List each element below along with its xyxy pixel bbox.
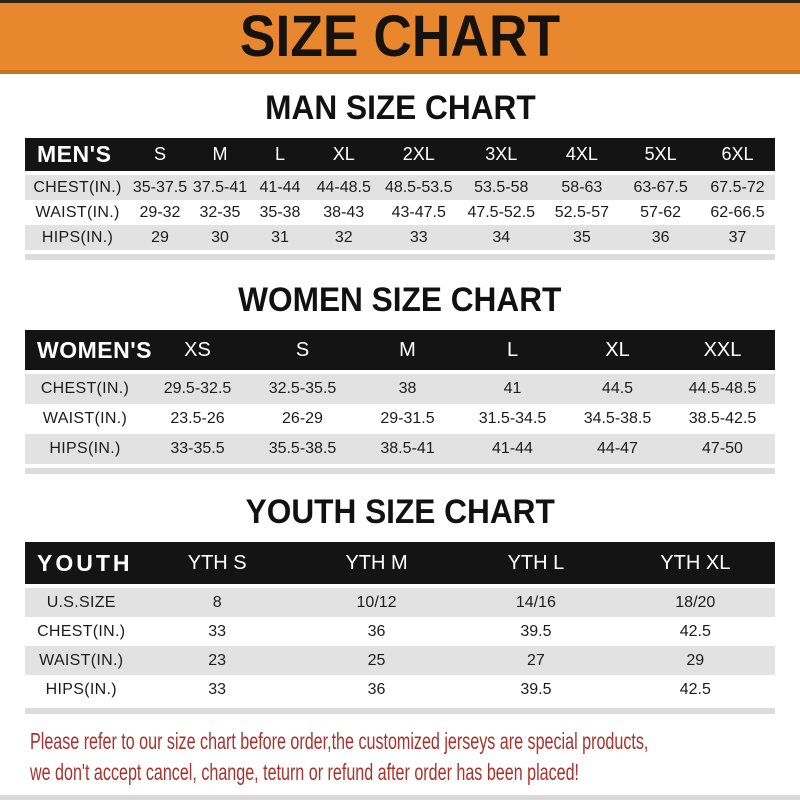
size-value-cell: 26-29 — [282, 410, 323, 427]
row-label: WAIST(IN.) — [39, 651, 124, 669]
size-value-cell: 42.5 — [679, 680, 711, 698]
table-body — [25, 175, 775, 250]
size-value-cell: 36 — [651, 228, 670, 246]
size-column-header: XL — [332, 144, 355, 164]
size-value-cell: 18/20 — [675, 593, 716, 611]
size-value-cell: 37 — [728, 228, 747, 246]
size-value-cell: 48.5-53.5 — [384, 178, 453, 196]
size-value-cell: 53.5-58 — [474, 178, 529, 196]
size-column-header: XL — [605, 338, 630, 361]
size-column-header: YTH M — [345, 551, 408, 574]
table-row — [25, 588, 775, 617]
row-label: HIPS(IN.) — [49, 440, 121, 457]
size-value-cell: 30 — [211, 228, 229, 246]
size-value-cell: 44.5 — [601, 380, 634, 397]
size-value-cell: 62-66.5 — [710, 203, 765, 221]
row-label: HIPS(IN.) — [45, 680, 117, 698]
row-label: HIPS(IN.) — [41, 228, 114, 246]
size-value-cell: 31.5-34.5 — [478, 410, 547, 427]
size-value-cell: 25 — [367, 651, 386, 669]
size-value-cell: 47.5-52.5 — [467, 203, 536, 221]
size-column-header: M — [212, 144, 228, 164]
table-row — [25, 404, 775, 434]
table-row — [25, 225, 775, 250]
table-row — [25, 617, 775, 646]
womens-size-table — [25, 330, 775, 474]
women-size-chart-section — [0, 280, 800, 474]
size-value-cell: 39.5 — [520, 622, 552, 640]
size-column-header: 6XL — [721, 144, 754, 164]
size-column-header: L — [274, 144, 285, 164]
row-label: CHEST(IN.) — [33, 178, 122, 196]
size-value-cell: 29 — [686, 651, 705, 669]
youth-section-heading: YOUTH SIZE CHART — [245, 493, 555, 531]
size-value-cell: 63-67.5 — [633, 178, 688, 196]
size-value-cell: 34 — [492, 228, 511, 246]
size-value-cell: 57-62 — [640, 203, 682, 221]
size-value-cell: 27 — [527, 651, 545, 669]
table-row — [25, 175, 775, 200]
size-column-header: 4XL — [565, 144, 598, 164]
mens-size-table — [25, 138, 775, 260]
size-column-header: YTH XL — [660, 551, 731, 574]
disclaimer — [30, 726, 800, 788]
size-column-header: S — [295, 338, 310, 361]
size-value-cell: 37.5-41 — [192, 178, 248, 196]
size-value-cell: 32.5-35.5 — [268, 380, 337, 397]
size-value-cell: 33 — [208, 680, 227, 698]
size-value-cell: 38.5-41 — [380, 440, 435, 457]
women-section-heading: WOMEN SIZE CHART — [238, 281, 562, 319]
table-header-row — [25, 542, 775, 584]
size-value-cell: 14/16 — [515, 593, 556, 611]
size-value-cell: 29-31.5 — [380, 410, 435, 427]
size-value-cell: 39.5 — [520, 680, 552, 698]
size-value-cell: 29 — [151, 228, 169, 246]
table-header-label: YOUTH — [37, 549, 133, 576]
size-column-header: 3XL — [485, 144, 518, 164]
row-label: U.S.SIZE — [46, 593, 116, 611]
row-label: WAIST(IN.) — [42, 410, 128, 427]
size-value-cell: 33 — [409, 228, 428, 246]
size-value-cell: 23.5-26 — [170, 410, 225, 427]
table-row — [25, 374, 775, 404]
row-label: CHEST(IN.) — [37, 622, 126, 640]
disclaimer-line-1: Please refer to our size chart before order,the customized jerseys are special products, — [30, 728, 649, 754]
size-column-header: M — [399, 338, 416, 361]
banner-title: SIZE CHART — [239, 3, 561, 69]
size-value-cell: 38.5-42.5 — [688, 410, 757, 427]
size-value-cell: 29-32 — [139, 203, 181, 221]
table-row — [25, 434, 775, 464]
size-value-cell: 36 — [367, 622, 386, 640]
size-value-cell: 52.5-57 — [554, 203, 609, 221]
size-value-cell: 33-35.5 — [170, 440, 225, 457]
size-value-cell: 10/12 — [356, 593, 397, 611]
size-value-cell: 35-37.5 — [132, 178, 188, 196]
size-value-cell: 32 — [334, 228, 353, 246]
table-bottom-edge — [25, 254, 775, 260]
size-value-cell: 41 — [503, 380, 522, 397]
size-column-header: XXL — [703, 338, 742, 361]
table-body — [25, 588, 775, 704]
table-row — [25, 646, 775, 675]
size-value-cell: 43-47.5 — [391, 203, 446, 221]
size-value-cell: 42.5 — [679, 622, 711, 640]
youth-size-chart-section — [0, 492, 800, 714]
size-column-header: L — [506, 338, 519, 361]
man-section-heading: MAN SIZE CHART — [264, 89, 536, 127]
size-value-cell: 58-63 — [561, 178, 603, 196]
size-value-cell: 31 — [271, 228, 289, 246]
table-header-row — [25, 330, 775, 370]
size-value-cell: 35 — [572, 228, 591, 246]
table-row — [25, 200, 775, 225]
table-row — [25, 675, 775, 704]
row-label: WAIST(IN.) — [35, 203, 120, 221]
size-column-header: YTH S — [187, 551, 247, 574]
size-value-cell: 44-48.5 — [316, 178, 371, 196]
size-value-cell: 23 — [208, 651, 227, 669]
table-header-label: MEN'S — [37, 141, 112, 167]
size-column-header: 2XL — [402, 144, 435, 164]
table-bottom-edge — [25, 468, 775, 474]
size-value-cell: 35-38 — [259, 203, 301, 221]
table-bottom-edge — [25, 708, 775, 714]
size-value-cell: 44-47 — [597, 440, 638, 457]
size-value-cell: 38 — [398, 380, 417, 397]
table-header-row — [25, 138, 775, 171]
youth-size-table — [25, 542, 775, 714]
size-column-header: XS — [184, 338, 211, 361]
disclaimer-line-2: we don't accept cancel, change, teturn or refund after order has been placed! — [30, 759, 580, 785]
table-body — [25, 374, 775, 464]
size-value-cell: 67.5-72 — [710, 178, 765, 196]
row-label: CHEST(IN.) — [40, 380, 130, 397]
size-column-header: S — [153, 144, 166, 164]
size-value-cell: 36 — [367, 680, 386, 698]
size-column-header: YTH L — [507, 551, 565, 574]
image-bottom-edge — [0, 795, 800, 800]
size-value-cell: 41-44 — [259, 178, 301, 196]
size-value-cell: 29.5-32.5 — [163, 380, 232, 397]
size-value-cell: 32-35 — [199, 203, 241, 221]
size-value-cell: 8 — [212, 593, 222, 611]
size-value-cell: 41-44 — [492, 440, 533, 457]
banner — [0, 0, 800, 74]
size-value-cell: 47-50 — [702, 440, 743, 457]
size-value-cell: 35.5-38.5 — [268, 440, 337, 457]
size-value-cell: 34.5-38.5 — [583, 410, 652, 427]
size-value-cell: 44.5-48.5 — [688, 380, 757, 397]
table-header-label: WOMEN'S — [37, 336, 153, 363]
size-column-header: 5XL — [644, 144, 677, 164]
size-value-cell: 38-43 — [323, 203, 365, 221]
man-size-chart-section — [0, 88, 800, 260]
size-value-cell: 33 — [208, 622, 227, 640]
